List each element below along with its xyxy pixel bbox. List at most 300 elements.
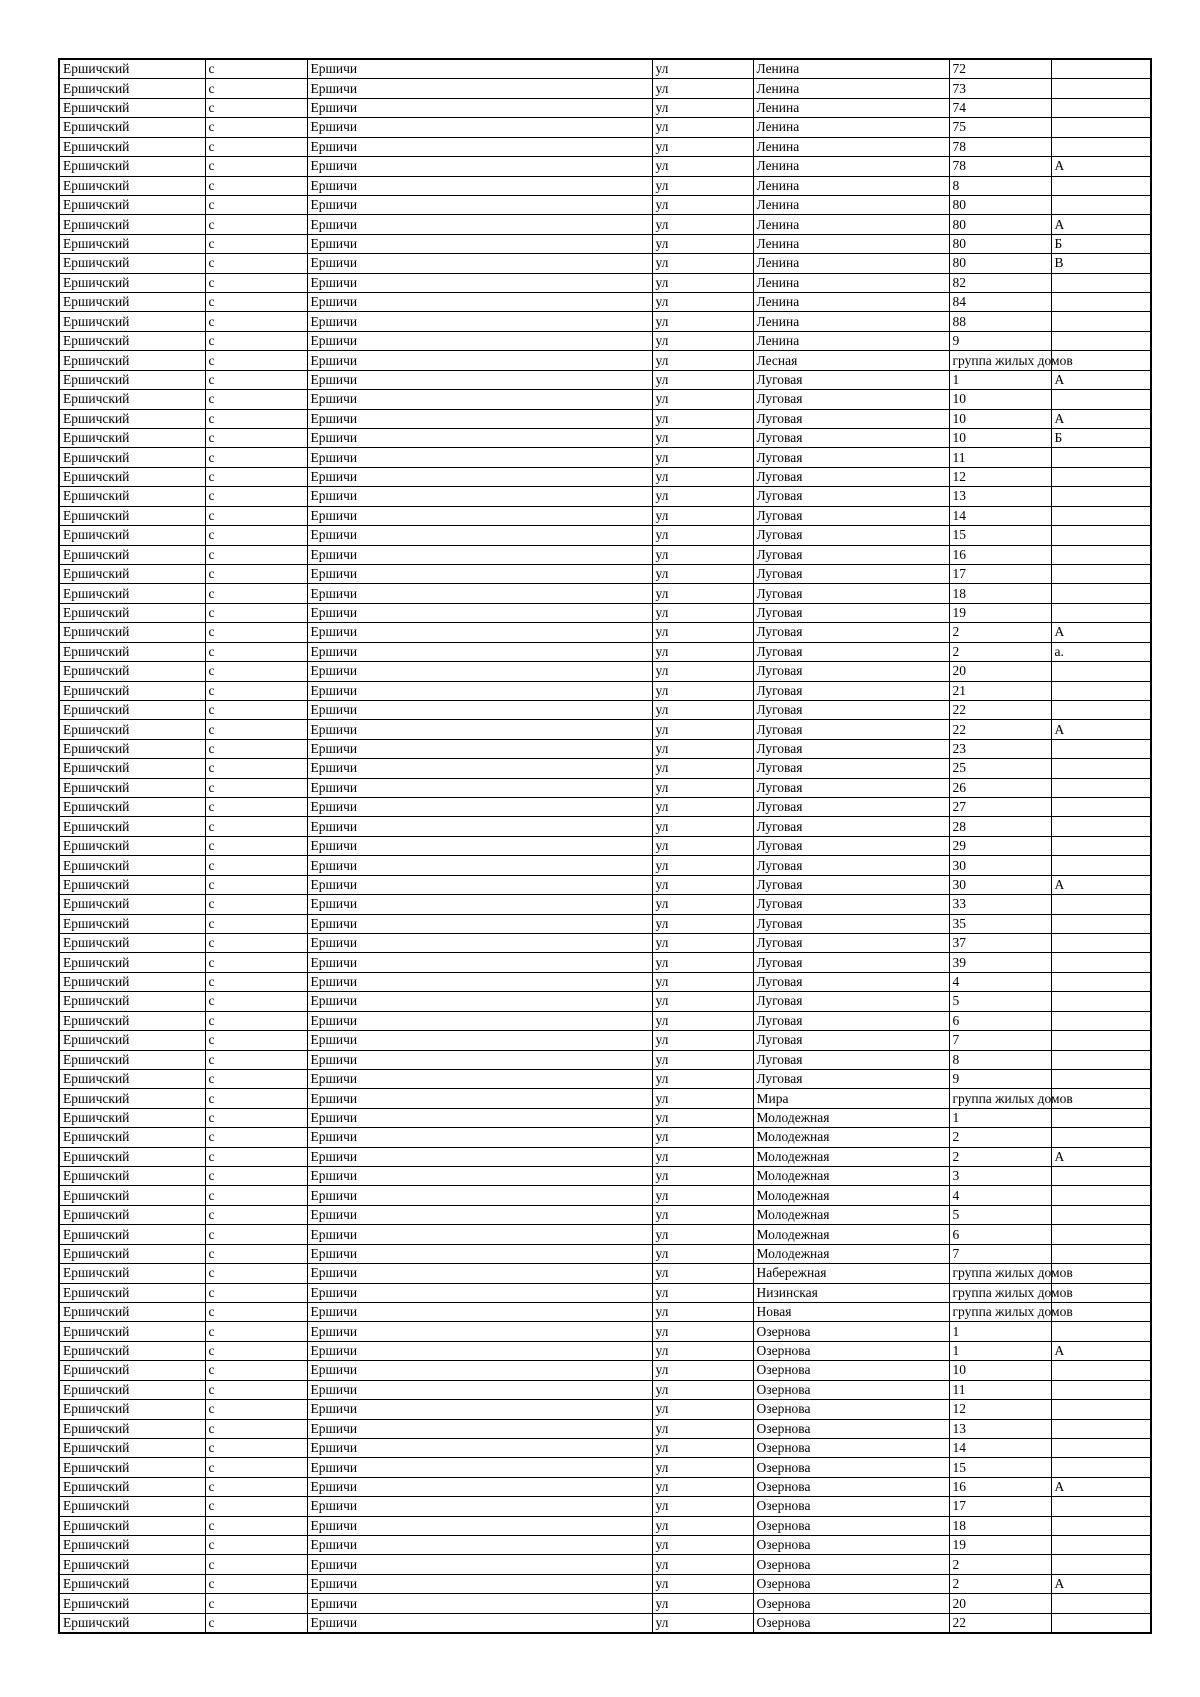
building-letter-cell: [1051, 1167, 1151, 1186]
house-number-cell: 80: [949, 195, 1051, 214]
settlement-cell: Ершичи: [307, 1069, 652, 1088]
settlement-cell: Ершичи: [307, 176, 652, 195]
table-row: [59, 1458, 1151, 1477]
district-cell: Ершичский: [59, 1594, 205, 1613]
settlement-type-cell: с: [205, 1186, 307, 1205]
street-type-cell: ул: [652, 1264, 753, 1283]
building-letter-cell: [1051, 1205, 1151, 1224]
building-letter-cell: А: [1051, 1147, 1151, 1166]
street-cell: Озернова: [753, 1555, 949, 1574]
street-type-cell: ул: [652, 856, 753, 875]
building-letter-cell: А: [1051, 157, 1151, 176]
house-number-cell: 13: [949, 487, 1051, 506]
settlement-cell: Ершичи: [307, 836, 652, 855]
settlement-type-cell: с: [205, 914, 307, 933]
house-number-cell: 22: [949, 720, 1051, 739]
street-cell: Новая: [753, 1303, 949, 1322]
table-row: [59, 817, 1151, 836]
street-cell: Луговая: [753, 836, 949, 855]
district-cell: Ершичский: [59, 798, 205, 817]
table-row: [59, 1050, 1151, 1069]
settlement-type-cell: с: [205, 1167, 307, 1186]
house-number-cell: 10: [949, 429, 1051, 448]
house-number-cell: 73: [949, 79, 1051, 98]
street-type-cell: ул: [652, 1400, 753, 1419]
street-type-cell: ул: [652, 1574, 753, 1593]
table-row: [59, 1516, 1151, 1535]
street-type-cell: ул: [652, 662, 753, 681]
building-letter-cell: [1051, 1128, 1151, 1147]
building-letter-cell: [1051, 1011, 1151, 1030]
settlement-cell: Ершичи: [307, 914, 652, 933]
house-number-cell: 78: [949, 137, 1051, 156]
street-cell: Луговая: [753, 390, 949, 409]
settlement-cell: Ершичи: [307, 1341, 652, 1360]
settlement-type-cell: с: [205, 836, 307, 855]
settlement-cell: Ершичи: [307, 1574, 652, 1593]
district-cell: Ершичский: [59, 487, 205, 506]
district-cell: Ершичский: [59, 1574, 205, 1593]
street-cell: Ленина: [753, 273, 949, 292]
street-cell: Луговая: [753, 953, 949, 972]
district-cell: Ершичский: [59, 98, 205, 117]
street-type-cell: ул: [652, 429, 753, 448]
settlement-cell: Ершичи: [307, 390, 652, 409]
street-cell: Ленина: [753, 118, 949, 137]
settlement-cell: Ершичи: [307, 1380, 652, 1399]
street-type-cell: ул: [652, 176, 753, 195]
table-row: [59, 409, 1151, 428]
district-cell: Ершичский: [59, 351, 205, 370]
street-type-cell: ул: [652, 1147, 753, 1166]
street-type-cell: ул: [652, 1303, 753, 1322]
settlement-type-cell: с: [205, 1050, 307, 1069]
settlement-cell: Ершичи: [307, 59, 652, 79]
settlement-type-cell: с: [205, 293, 307, 312]
house-number-cell: 30: [949, 875, 1051, 894]
street-cell: Ленина: [753, 79, 949, 98]
house-number-cell: 2: [949, 623, 1051, 642]
table-row: [59, 176, 1151, 195]
district-cell: Ершичский: [59, 1400, 205, 1419]
house-number-cell: 23: [949, 739, 1051, 758]
house-number-cell: 1: [949, 1341, 1051, 1360]
street-cell: Луговая: [753, 1011, 949, 1030]
street-type-cell: ул: [652, 798, 753, 817]
street-type-cell: ул: [652, 720, 753, 739]
street-type-cell: ул: [652, 467, 753, 486]
building-letter-cell: [1051, 1186, 1151, 1205]
district-cell: Ершичский: [59, 681, 205, 700]
table-row: [59, 1497, 1151, 1516]
table-row: [59, 1244, 1151, 1263]
street-type-cell: ул: [652, 1283, 753, 1302]
settlement-type-cell: с: [205, 972, 307, 991]
house-number-cell: 1: [949, 370, 1051, 389]
settlement-cell: Ершичи: [307, 1167, 652, 1186]
street-type-cell: ул: [652, 603, 753, 622]
street-type-cell: ул: [652, 623, 753, 642]
street-cell: Луговая: [753, 720, 949, 739]
building-letter-cell: [1051, 506, 1151, 525]
street-cell: Луговая: [753, 370, 949, 389]
house-number-cell: 9: [949, 331, 1051, 350]
building-letter-cell: [1051, 836, 1151, 855]
house-number-cell: 4: [949, 972, 1051, 991]
settlement-type-cell: с: [205, 1438, 307, 1457]
building-letter-cell: [1051, 1555, 1151, 1574]
table-row: [59, 1069, 1151, 1088]
house-number-cell: 80: [949, 254, 1051, 273]
street-type-cell: ул: [652, 254, 753, 273]
street-cell: Луговая: [753, 526, 949, 545]
table-row: [59, 1031, 1151, 1050]
house-number-cell: 19: [949, 603, 1051, 622]
street-cell: Луговая: [753, 564, 949, 583]
house-number-cell: 78: [949, 157, 1051, 176]
settlement-cell: Ершичи: [307, 1050, 652, 1069]
table-row: [59, 1341, 1151, 1360]
address-table: [58, 58, 1152, 1634]
settlement-cell: Ершичи: [307, 564, 652, 583]
table-row: [59, 700, 1151, 719]
house-number-cell: 10: [949, 390, 1051, 409]
settlement-cell: Ершичи: [307, 856, 652, 875]
settlement-cell: Ершичи: [307, 817, 652, 836]
district-cell: Ершичский: [59, 448, 205, 467]
house-number-cell: 19: [949, 1536, 1051, 1555]
street-cell: Луговая: [753, 662, 949, 681]
house-number-cell: 18: [949, 1516, 1051, 1535]
settlement-cell: Ершичи: [307, 1283, 652, 1302]
house-number-cell: 11: [949, 1380, 1051, 1399]
settlement-cell: Ершичи: [307, 195, 652, 214]
house-number-cell: 17: [949, 1497, 1051, 1516]
table-row: [59, 1264, 1151, 1283]
building-letter-cell: [1051, 273, 1151, 292]
street-type-cell: ул: [652, 739, 753, 758]
district-cell: Ершичский: [59, 1069, 205, 1088]
house-number-cell: 22: [949, 1613, 1051, 1633]
table-row: [59, 1574, 1151, 1593]
district-cell: Ершичский: [59, 273, 205, 292]
address-table-body: [59, 59, 1151, 1633]
settlement-cell: Ершичи: [307, 1108, 652, 1127]
settlement-cell: Ершичи: [307, 370, 652, 389]
district-cell: Ершичский: [59, 1361, 205, 1380]
settlement-type-cell: с: [205, 176, 307, 195]
house-number-cell: 25: [949, 759, 1051, 778]
district-cell: Ершичский: [59, 817, 205, 836]
street-cell: Луговая: [753, 467, 949, 486]
settlement-cell: Ершичи: [307, 992, 652, 1011]
building-letter-cell: А: [1051, 215, 1151, 234]
district-cell: Ершичский: [59, 1031, 205, 1050]
settlement-type-cell: с: [205, 331, 307, 350]
house-number-cell: 26: [949, 778, 1051, 797]
street-cell: Луговая: [753, 584, 949, 603]
settlement-cell: Ершичи: [307, 98, 652, 117]
house-number-cell: 84: [949, 293, 1051, 312]
settlement-cell: Ершичи: [307, 662, 652, 681]
building-letter-cell: [1051, 1613, 1151, 1633]
district-cell: Ершичский: [59, 254, 205, 273]
building-letter-cell: А: [1051, 409, 1151, 428]
settlement-type-cell: с: [205, 856, 307, 875]
settlement-cell: Ершичи: [307, 798, 652, 817]
settlement-cell: Ершичи: [307, 1594, 652, 1613]
district-cell: Ершичский: [59, 972, 205, 991]
street-type-cell: ул: [652, 545, 753, 564]
house-number-cell: 35: [949, 914, 1051, 933]
house-number-cell: группа жилых домов: [949, 351, 1051, 370]
building-letter-cell: [1051, 526, 1151, 545]
house-number-cell: 16: [949, 545, 1051, 564]
settlement-type-cell: с: [205, 545, 307, 564]
building-letter-cell: [1051, 1594, 1151, 1613]
settlement-cell: Ершичи: [307, 215, 652, 234]
district-cell: Ершичский: [59, 1303, 205, 1322]
building-letter-cell: А: [1051, 1477, 1151, 1496]
street-type-cell: ул: [652, 1419, 753, 1438]
settlement-type-cell: с: [205, 79, 307, 98]
house-number-cell: 80: [949, 215, 1051, 234]
street-cell: Луговая: [753, 895, 949, 914]
street-type-cell: ул: [652, 351, 753, 370]
table-row: [59, 1225, 1151, 1244]
street-cell: Луговая: [753, 914, 949, 933]
table-row: [59, 603, 1151, 622]
street-type-cell: ул: [652, 1225, 753, 1244]
house-number-cell: 6: [949, 1011, 1051, 1030]
table-row: [59, 856, 1151, 875]
settlement-type-cell: с: [205, 953, 307, 972]
district-cell: Ершичский: [59, 584, 205, 603]
district-cell: Ершичский: [59, 390, 205, 409]
street-cell: Луговая: [753, 856, 949, 875]
district-cell: Ершичский: [59, 1225, 205, 1244]
street-cell: Лесная: [753, 351, 949, 370]
settlement-cell: Ершичи: [307, 681, 652, 700]
street-cell: Низинская: [753, 1283, 949, 1302]
street-cell: Мира: [753, 1089, 949, 1108]
street-cell: Луговая: [753, 545, 949, 564]
street-type-cell: ул: [652, 1380, 753, 1399]
district-cell: Ершичский: [59, 1011, 205, 1030]
building-letter-cell: [1051, 1400, 1151, 1419]
district-cell: Ершичский: [59, 409, 205, 428]
settlement-cell: Ершичи: [307, 1147, 652, 1166]
building-letter-cell: [1051, 1419, 1151, 1438]
district-cell: Ершичский: [59, 293, 205, 312]
building-letter-cell: Б: [1051, 429, 1151, 448]
district-cell: Ершичский: [59, 1341, 205, 1360]
house-number-cell: 14: [949, 506, 1051, 525]
table-row: [59, 642, 1151, 661]
settlement-cell: Ершичи: [307, 1613, 652, 1633]
street-type-cell: ул: [652, 1128, 753, 1147]
street-type-cell: ул: [652, 331, 753, 350]
street-type-cell: ул: [652, 506, 753, 525]
settlement-type-cell: с: [205, 1594, 307, 1613]
settlement-type-cell: с: [205, 98, 307, 117]
table-row: [59, 1011, 1151, 1030]
settlement-type-cell: с: [205, 370, 307, 389]
district-cell: Ершичский: [59, 176, 205, 195]
street-type-cell: ул: [652, 1341, 753, 1360]
settlement-cell: Ершичи: [307, 1089, 652, 1108]
settlement-type-cell: с: [205, 1225, 307, 1244]
street-cell: Ленина: [753, 98, 949, 117]
settlement-cell: Ершичи: [307, 1458, 652, 1477]
settlement-cell: Ершичи: [307, 1322, 652, 1341]
settlement-type-cell: с: [205, 195, 307, 214]
house-number-cell: 13: [949, 1419, 1051, 1438]
table-row: [59, 681, 1151, 700]
table-row: [59, 234, 1151, 253]
district-cell: Ершичский: [59, 234, 205, 253]
district-cell: Ершичский: [59, 1438, 205, 1457]
table-row: [59, 1536, 1151, 1555]
district-cell: Ершичский: [59, 1244, 205, 1263]
table-row: [59, 487, 1151, 506]
street-cell: Луговая: [753, 1031, 949, 1050]
street-cell: Озернова: [753, 1419, 949, 1438]
settlement-cell: Ершичи: [307, 1011, 652, 1030]
table-row: [59, 254, 1151, 273]
street-cell: Озернова: [753, 1438, 949, 1457]
settlement-type-cell: с: [205, 1555, 307, 1574]
building-letter-cell: а.: [1051, 642, 1151, 661]
settlement-type-cell: с: [205, 1419, 307, 1438]
district-cell: Ершичский: [59, 856, 205, 875]
settlement-cell: Ершичи: [307, 526, 652, 545]
table-row: [59, 370, 1151, 389]
settlement-type-cell: с: [205, 1031, 307, 1050]
settlement-type-cell: с: [205, 1147, 307, 1166]
settlement-cell: Ершичи: [307, 1497, 652, 1516]
settlement-type-cell: с: [205, 157, 307, 176]
settlement-type-cell: с: [205, 137, 307, 156]
house-number-cell: 15: [949, 1458, 1051, 1477]
settlement-type-cell: с: [205, 817, 307, 836]
house-number-cell: группа жилых домов: [949, 1303, 1051, 1322]
street-cell: Молодежная: [753, 1186, 949, 1205]
district-cell: Ершичский: [59, 137, 205, 156]
table-row: [59, 1089, 1151, 1108]
settlement-cell: Ершичи: [307, 933, 652, 952]
settlement-type-cell: с: [205, 526, 307, 545]
street-cell: Луговая: [753, 623, 949, 642]
house-number-cell: 75: [949, 118, 1051, 137]
district-cell: Ершичский: [59, 1516, 205, 1535]
settlement-cell: Ершичи: [307, 273, 652, 292]
building-letter-cell: [1051, 564, 1151, 583]
table-row: [59, 157, 1151, 176]
table-row: [59, 1283, 1151, 1302]
house-number-cell: 30: [949, 856, 1051, 875]
building-letter-cell: [1051, 1244, 1151, 1263]
street-type-cell: ул: [652, 681, 753, 700]
street-cell: Набережная: [753, 1264, 949, 1283]
settlement-type-cell: с: [205, 1011, 307, 1030]
table-row: [59, 448, 1151, 467]
settlement-type-cell: с: [205, 1244, 307, 1263]
district-cell: Ершичский: [59, 1264, 205, 1283]
house-number-cell: 20: [949, 662, 1051, 681]
table-row: [59, 195, 1151, 214]
settlement-type-cell: с: [205, 933, 307, 952]
table-row: [59, 293, 1151, 312]
street-cell: Луговая: [753, 448, 949, 467]
settlement-type-cell: с: [205, 798, 307, 817]
district-cell: Ершичский: [59, 739, 205, 758]
settlement-type-cell: с: [205, 351, 307, 370]
street-cell: Ленина: [753, 234, 949, 253]
district-cell: Ершичский: [59, 953, 205, 972]
table-row: [59, 1477, 1151, 1496]
house-number-cell: 12: [949, 1400, 1051, 1419]
building-letter-cell: [1051, 662, 1151, 681]
district-cell: Ершичский: [59, 59, 205, 79]
district-cell: Ершичский: [59, 215, 205, 234]
district-cell: Ершичский: [59, 312, 205, 331]
street-cell: Молодежная: [753, 1108, 949, 1127]
house-number-cell: 7: [949, 1244, 1051, 1263]
building-letter-cell: [1051, 992, 1151, 1011]
district-cell: Ершичский: [59, 118, 205, 137]
street-type-cell: ул: [652, 118, 753, 137]
house-number-cell: 5: [949, 1205, 1051, 1224]
district-cell: Ершичский: [59, 1050, 205, 1069]
street-type-cell: ул: [652, 215, 753, 234]
street-type-cell: ул: [652, 584, 753, 603]
settlement-cell: Ершичи: [307, 1419, 652, 1438]
settlement-type-cell: с: [205, 720, 307, 739]
house-number-cell: 14: [949, 1438, 1051, 1457]
table-row: [59, 1322, 1151, 1341]
table-row: [59, 1438, 1151, 1457]
settlement-type-cell: с: [205, 1069, 307, 1088]
street-cell: Луговая: [753, 642, 949, 661]
settlement-type-cell: с: [205, 234, 307, 253]
building-letter-cell: [1051, 1322, 1151, 1341]
street-cell: Луговая: [753, 429, 949, 448]
settlement-cell: Ершичи: [307, 1264, 652, 1283]
street-cell: Луговая: [753, 992, 949, 1011]
district-cell: Ершичский: [59, 642, 205, 661]
settlement-type-cell: с: [205, 1574, 307, 1593]
table-row: [59, 273, 1151, 292]
table-row: [59, 1555, 1151, 1574]
settlement-type-cell: с: [205, 390, 307, 409]
street-type-cell: ул: [652, 1497, 753, 1516]
house-number-cell: 39: [949, 953, 1051, 972]
settlement-cell: Ершичи: [307, 409, 652, 428]
settlement-cell: Ершичи: [307, 506, 652, 525]
district-cell: Ершичский: [59, 1497, 205, 1516]
street-type-cell: ул: [652, 390, 753, 409]
settlement-cell: Ершичи: [307, 312, 652, 331]
street-cell: Озернова: [753, 1341, 949, 1360]
street-cell: Молодежная: [753, 1205, 949, 1224]
table-row: [59, 1380, 1151, 1399]
settlement-cell: Ершичи: [307, 1536, 652, 1555]
table-row: [59, 1128, 1151, 1147]
settlement-cell: Ершичи: [307, 487, 652, 506]
street-type-cell: ул: [652, 1205, 753, 1224]
street-type-cell: ул: [652, 836, 753, 855]
